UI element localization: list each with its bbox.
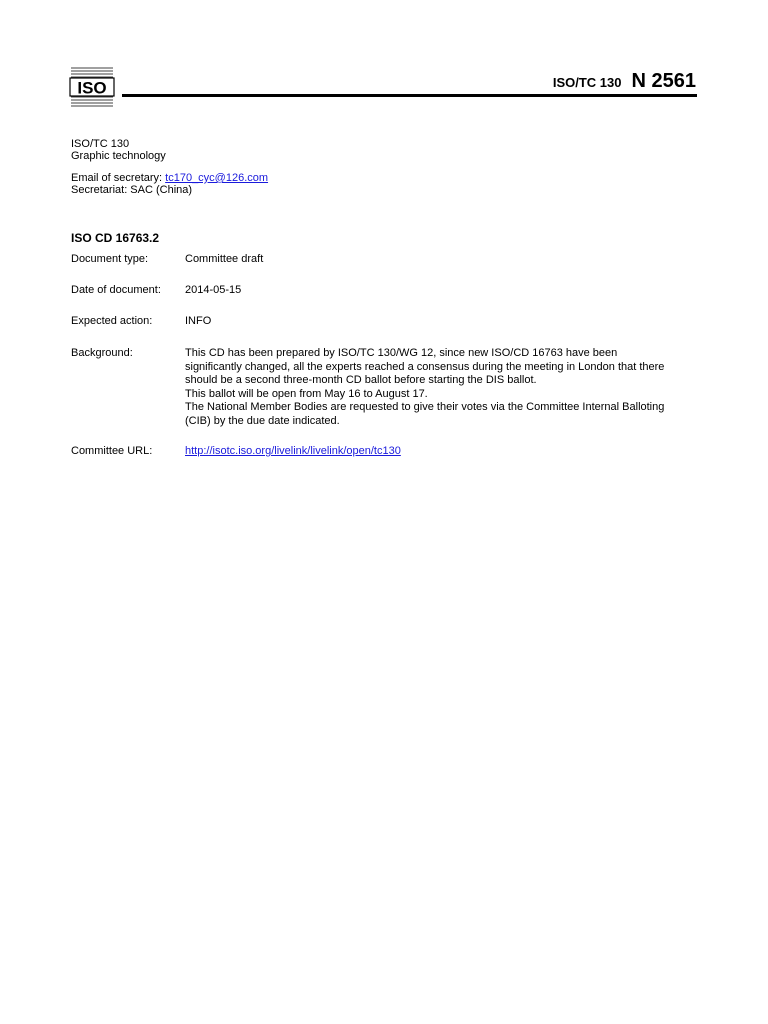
document-id: ISO CD 16763.2 <box>71 231 160 245</box>
committee-name: ISO/TC 130 <box>71 138 130 150</box>
date-label: Date of document: <box>71 284 161 296</box>
background-line: The National Member Bodies are requested to give their votes via the Committee Internal Balloting <box>185 401 665 413</box>
document-type-value: Committee draft <box>185 253 264 265</box>
committee-title: Graphic technology <box>71 150 166 162</box>
iso-logo <box>69 66 115 108</box>
background-line: significantly changed, all the experts reached a consensus during the meeting in London that there <box>185 360 665 373</box>
date-field <box>71 284 701 298</box>
background-line: should be a second three-month CD ballot before starting the DIS ballot. <box>185 374 537 386</box>
expected-action-value: INFO <box>185 315 212 327</box>
background-text <box>185 347 701 428</box>
committee-url-field <box>71 445 701 459</box>
background-line: (CIB) by the due date indicated. <box>185 414 340 427</box>
secretary-email-link[interactable]: tc170_cyc@126.com <box>165 172 269 184</box>
date-value: 2014-05-15 <box>185 284 242 296</box>
secretariat: Secretariat: SAC (China) <box>71 184 193 196</box>
document-type-field <box>71 253 701 267</box>
email-label: Email of secretary: <box>71 172 163 184</box>
document-type-label: Document type: <box>71 253 149 265</box>
expected-action-field <box>71 315 701 329</box>
background-line: This ballot will be open from May 16 to August 17. <box>185 387 428 400</box>
background-line: This CD has been prepared by ISO/TC 130/WG 12, since new ISO/CD 16763 have been <box>185 347 618 359</box>
background-label: Background: <box>71 347 133 359</box>
committee-url-label: Committee URL: <box>71 445 153 457</box>
committee-info <box>71 138 268 196</box>
committee-code: ISO/TC 130 <box>552 75 622 90</box>
iso-logo-text: ISO <box>77 78 107 98</box>
document-reference <box>553 70 696 93</box>
committee-url-link[interactable]: http://isotc.iso.org/livelink/livelink/open/tc130 <box>185 445 401 457</box>
secretary-email-line <box>71 172 268 184</box>
expected-action-label: Expected action: <box>71 315 153 327</box>
background-field <box>71 347 701 428</box>
header-rule <box>122 94 697 97</box>
document-number: N 2561 <box>631 70 696 92</box>
